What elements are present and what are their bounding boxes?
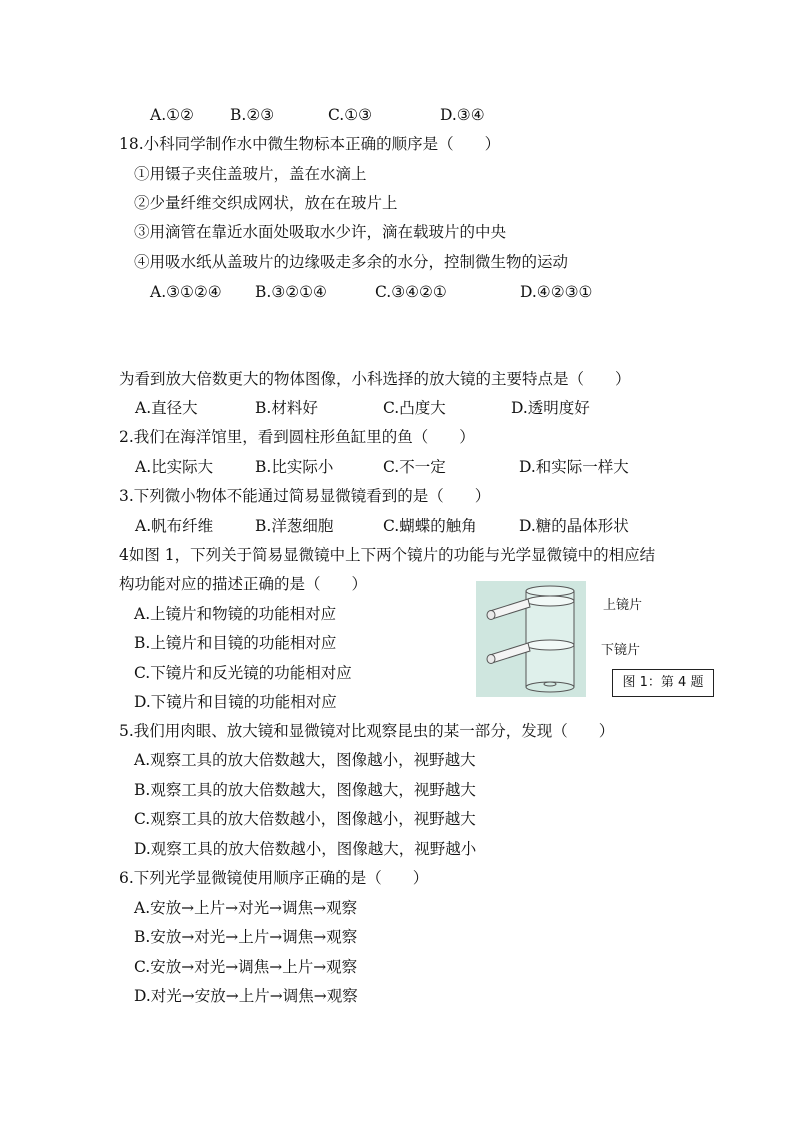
q17-option-c: C.①③ — [328, 106, 373, 124]
q4-option-b: B.上镜片和目镜的功能相对应 — [134, 634, 337, 652]
q18-option-b: B.③②①④ — [255, 283, 327, 301]
q4-option-c: C.下镜片和反光镜的功能相对应 — [134, 664, 352, 682]
q17-options — [150, 104, 550, 126]
q6-option-d: D.对光→安放→上片→调焦→观察 — [134, 987, 358, 1005]
q1-option-a: A.直径大 — [135, 399, 198, 417]
q5-stem: 5.我们用肉眼、放大镜和显微镜对比观察昆虫的某一部分，发现（ ） — [119, 722, 615, 740]
q2-option-c: C.不一定 — [383, 458, 446, 476]
q1-option-c: C.凸度大 — [383, 399, 446, 417]
q3-option-a: A.帆布纤维 — [135, 517, 214, 535]
q5-option-a: A.观察工具的放大倍数越大，图像越小，视野越大 — [134, 751, 476, 769]
q18-step-2: ②少量纤维交织成网状，放在在玻片上 — [134, 194, 398, 212]
q2-option-d: D.和实际一样大 — [519, 458, 629, 476]
q3-option-d: D.糖的晶体形状 — [519, 517, 629, 535]
q2-option-b: B.比实际小 — [255, 458, 334, 476]
q3-options — [135, 515, 635, 537]
upper-lens-label: 上镜片 — [603, 598, 643, 613]
q18-option-c: C.③④②① — [375, 283, 447, 301]
q3-option-c: C.蝴蝶的触角 — [383, 517, 477, 535]
simple-microscope-figure — [476, 581, 586, 697]
q1-options — [135, 397, 615, 419]
q4-stem-line-1: 4如图 1，下列关于简易显微镜中上下两个镜片的功能与光学显微镜中的相应结 — [119, 546, 656, 564]
q3-stem: 3.下列微小物体不能通过简易显微镜看到的是（ ） — [119, 487, 491, 505]
microscope-cylinder-illustration — [476, 581, 586, 697]
q2-stem: 2.我们在海洋馆里，看到圆柱形鱼缸里的鱼（ ） — [119, 428, 475, 446]
q4-stem-line-2: 构功能对应的描述正确的是（ ） — [119, 575, 368, 593]
q1-option-b: B.材料好 — [255, 399, 318, 417]
q1-stem: 为看到放大倍数更大的物体图像，小科选择的放大镜的主要特点是（ ） — [119, 370, 631, 388]
q5-option-d: D.观察工具的放大倍数越小，图像越大，视野越小 — [134, 840, 477, 858]
q18-step-4: ④用吸水纸从盖玻片的边缘吸走多余的水分，控制微生物的运动 — [134, 253, 569, 271]
q1-option-d: D.透明度好 — [511, 399, 590, 417]
q18-step-3: ③用滴管在靠近水面处吸取水少许，滴在载玻片的中央 — [134, 223, 507, 241]
q2-option-a: A.比实际大 — [135, 458, 214, 476]
q3-option-b: B.洋葱细胞 — [255, 517, 334, 535]
q17-option-b: B.②③ — [230, 106, 275, 124]
q4-option-d: D.下镜片和目镜的功能相对应 — [134, 693, 337, 711]
q18-option-d: D.④②③① — [520, 283, 593, 301]
q5-option-c: C.观察工具的放大倍数越小，图像越小，视野越大 — [134, 810, 476, 828]
q17-option-a: A.①② — [150, 106, 194, 124]
q18-stem: 18.小科同学制作水中微生物标本正确的顺序是（ ） — [119, 135, 501, 153]
q18-option-a: A.③①②④ — [150, 283, 222, 301]
q6-option-b: B.安放→对光→上片→调焦→观察 — [134, 928, 358, 946]
q6-option-c: C.安放→对光→调焦→上片→观察 — [134, 958, 358, 976]
q2-options — [135, 456, 635, 478]
q6-stem: 6.下列光学显微镜使用顺序正确的是（ ） — [119, 869, 429, 887]
q17-option-d: D.③④ — [440, 106, 485, 124]
q5-option-b: B.观察工具的放大倍数越大，图像越大，视野越大 — [134, 781, 476, 799]
q18-options — [150, 281, 610, 303]
q4-option-a: A.上镜片和物镜的功能相对应 — [134, 605, 337, 623]
lower-lens-label: 下镜片 — [601, 643, 641, 658]
q6-option-a: A.安放→上片→对光→调焦→观察 — [134, 899, 358, 917]
q18-step-1: ①用镊子夹住盖玻片，盖在水滴上 — [134, 165, 367, 183]
figure-caption: 图 1：第 4 题 — [612, 669, 714, 697]
